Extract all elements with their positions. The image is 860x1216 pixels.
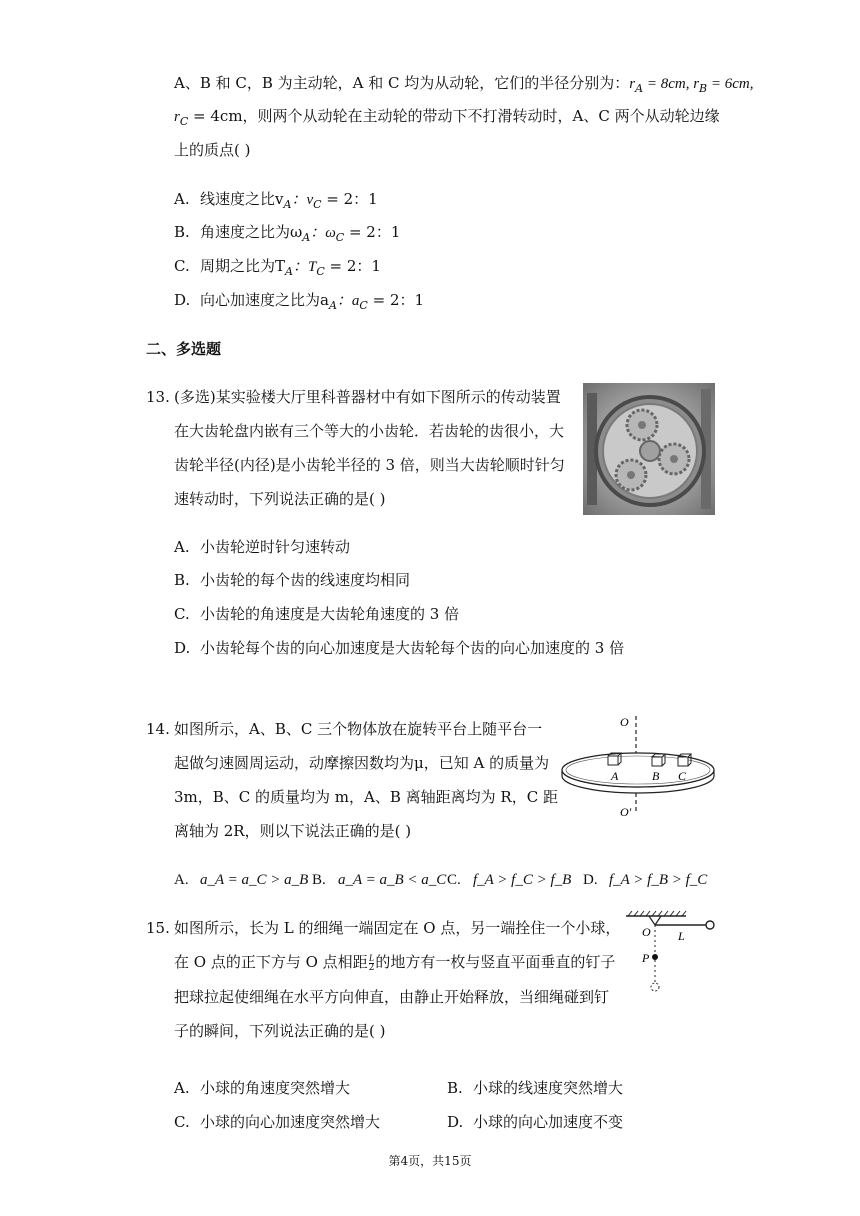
option-sub: A xyxy=(285,265,293,278)
q12-rc: r xyxy=(174,109,180,125)
option-text: 小齿轮逆时针匀速转动 xyxy=(200,538,351,556)
q14-number: 14. xyxy=(146,720,170,738)
q12-ra: r xyxy=(629,76,636,92)
option-sub: C xyxy=(316,265,325,278)
q12-line-1-text: A、B 和 C，B 为主动轮，A 和 C 均为从动轮，它们的半径分别为： xyxy=(174,74,630,92)
option-text: 线速度之比v xyxy=(200,190,284,208)
option-label: D. xyxy=(174,291,191,309)
option-text: 小球的向心加速度突然增大 xyxy=(200,1113,381,1131)
option-text: 小球的线速度突然增大 xyxy=(473,1079,624,1097)
q13-option-c[interactable] xyxy=(174,604,459,624)
option-text: 向心加速度之比为a xyxy=(200,291,329,309)
fraction-l-over-2 xyxy=(369,954,375,973)
q12-rb-val: = 6cm, xyxy=(707,76,754,92)
option-label: A. xyxy=(174,538,190,556)
option-label: B. xyxy=(174,571,190,589)
option-end: = 2：1 xyxy=(324,257,381,275)
axis-label-o-prime: O′ xyxy=(620,805,632,818)
q15-number: 15. xyxy=(146,919,170,937)
option-text: 小球的角速度突然增大 xyxy=(200,1079,351,1097)
option-sub: A xyxy=(283,198,292,211)
option-text: 小齿轮的每个齿的线速度均相同 xyxy=(200,571,411,589)
q15-option-a[interactable] xyxy=(174,1078,350,1098)
q12-line-3: 上的质点( ) xyxy=(174,141,251,159)
q15-option-d[interactable] xyxy=(447,1112,623,1132)
option-text: 小齿轮的角速度是大齿轮角速度的 3 倍 xyxy=(200,605,460,623)
option-label: B. xyxy=(174,223,190,241)
length-label-l: L xyxy=(678,929,685,943)
option-mid: ：a xyxy=(336,293,360,309)
option-mid: ：v xyxy=(291,192,314,208)
option-label: C. xyxy=(447,872,461,888)
label-b: B xyxy=(652,769,660,783)
nail-point-icon xyxy=(652,954,658,960)
option-sub: A xyxy=(328,299,337,312)
option-label: D. xyxy=(447,1113,464,1131)
option-sub: C xyxy=(313,198,322,211)
option-text: f_A > f_B > f_C xyxy=(609,872,708,888)
q14-option-c[interactable] xyxy=(447,870,571,890)
option-text: f_A > f_C > f_B xyxy=(473,872,572,888)
q12-option-b[interactable] xyxy=(174,222,400,248)
label-a: A xyxy=(611,769,619,783)
q13-line-3: 齿轮半径(内径)是小齿轮半径的 3 倍，则当大齿轮顺时针匀 xyxy=(174,456,565,474)
option-text: 角速度之比为ω xyxy=(200,223,303,241)
page-footer: 第4页，共15页 xyxy=(388,1154,472,1168)
q12-line-2 xyxy=(174,106,720,132)
label-c: C xyxy=(678,769,687,783)
q13-number: 13. xyxy=(146,388,170,406)
option-sub: A xyxy=(302,231,311,244)
option-sub: C xyxy=(335,231,345,244)
q15-line-2-a: 在 O 点的正下方与 O 点相距 xyxy=(174,953,368,971)
q13-line-1: (多选)某实验楼大厅里科普器材中有如下图所示的传动装置 xyxy=(174,388,561,406)
q14-option-d[interactable] xyxy=(583,870,707,890)
option-label: D. xyxy=(583,872,598,888)
option-end: = 2：1 xyxy=(344,223,401,241)
option-text: 小齿轮每个齿的向心加速度是大齿轮每个齿的向心加速度的 3 倍 xyxy=(200,639,625,657)
q12-ra-sub: A xyxy=(635,82,644,95)
nail-label-p: P xyxy=(642,951,650,965)
q15-line-2-b: 的地方有一枚与竖直平面垂直的钉子 xyxy=(375,953,616,971)
option-text: a_A = a_C > a_B xyxy=(200,872,309,888)
option-label: B. xyxy=(447,1079,463,1097)
q15-line-2 xyxy=(174,952,615,973)
q14-option-a[interactable] xyxy=(174,870,308,890)
fraction-numerator: L xyxy=(369,952,375,963)
q13-line-4: 速转动时，下列说法正确的是( ) xyxy=(174,490,386,508)
q14-line-4: 离轴为 2R，则以下说法正确的是( ) xyxy=(174,822,412,840)
q12-rb-sub: B xyxy=(699,82,708,95)
option-end: = 2：1 xyxy=(367,291,425,309)
option-mid: ：T xyxy=(292,259,317,275)
q14-line-3: 3m，B、C 的质量均为 m，A、B 离轴距离均为 R，C 距 xyxy=(174,788,558,806)
option-label: C. xyxy=(174,1113,190,1131)
fraction-denominator: 2 xyxy=(368,962,375,973)
q14-line-1: 如图所示，A、B、C 三个物体放在旋转平台上随平台一 xyxy=(174,720,543,738)
q13-option-a[interactable] xyxy=(174,537,350,557)
option-label: B. xyxy=(312,872,326,888)
axis-label-o: O xyxy=(620,715,629,729)
option-end: = 2：1 xyxy=(321,190,378,208)
q12-line-2-text: = 4cm，则两个从动轮在主动轮的带动下不打滑转动时，A、C 两个从动轮边缘 xyxy=(188,107,720,125)
q15-line-1: 如图所示，长为 L 的细绳一端固定在 O 点，另一端拴住一个小球， xyxy=(174,919,621,937)
option-text: a_A = a_B < a_C xyxy=(338,872,447,888)
pivot-label-o: O xyxy=(642,925,651,939)
gear-device-photo xyxy=(583,383,715,515)
option-sub: C xyxy=(359,299,368,312)
q13-option-b[interactable] xyxy=(174,570,410,590)
pendulum-nail-figure xyxy=(622,908,718,996)
option-label: C. xyxy=(174,605,190,623)
q14-line-2: 起做匀速圆周运动，动摩擦因数均为μ，已知 A 的质量为 xyxy=(174,754,550,772)
q15-option-c[interactable] xyxy=(174,1112,380,1132)
option-label: A. xyxy=(174,1079,190,1097)
q12-rb: = 8cm, r xyxy=(643,76,700,92)
rotating-platform-figure xyxy=(558,712,718,818)
q13-line-2: 在大齿轮盘内嵌有三个等大的小齿轮．若齿轮的齿很小，大 xyxy=(174,422,565,440)
q12-option-a[interactable] xyxy=(174,189,378,215)
q14-option-b[interactable] xyxy=(312,870,446,890)
q13-option-d[interactable] xyxy=(174,638,624,658)
option-label: C. xyxy=(174,257,190,275)
option-label: A. xyxy=(174,872,189,888)
option-text: 小球的向心加速度不变 xyxy=(473,1113,624,1131)
q12-rc-sub: C xyxy=(179,115,189,128)
section-title: 二、多选题 xyxy=(146,340,222,358)
q15-option-b[interactable] xyxy=(447,1078,623,1098)
q12-option-d[interactable] xyxy=(174,290,424,316)
option-text: 周期之比为T xyxy=(200,257,286,275)
q12-line-1 xyxy=(174,73,754,99)
option-label: A. xyxy=(174,190,190,208)
option-label: D. xyxy=(174,639,191,657)
q15-line-3: 把球拉起使细绳在水平方向伸直，由静止开始释放，当细绳碰到钉 xyxy=(174,988,610,1006)
q15-line-4: 子的瞬间，下列说法正确的是( ) xyxy=(174,1022,386,1040)
option-mid: ：ω xyxy=(310,225,336,241)
q12-option-c[interactable] xyxy=(174,256,381,282)
